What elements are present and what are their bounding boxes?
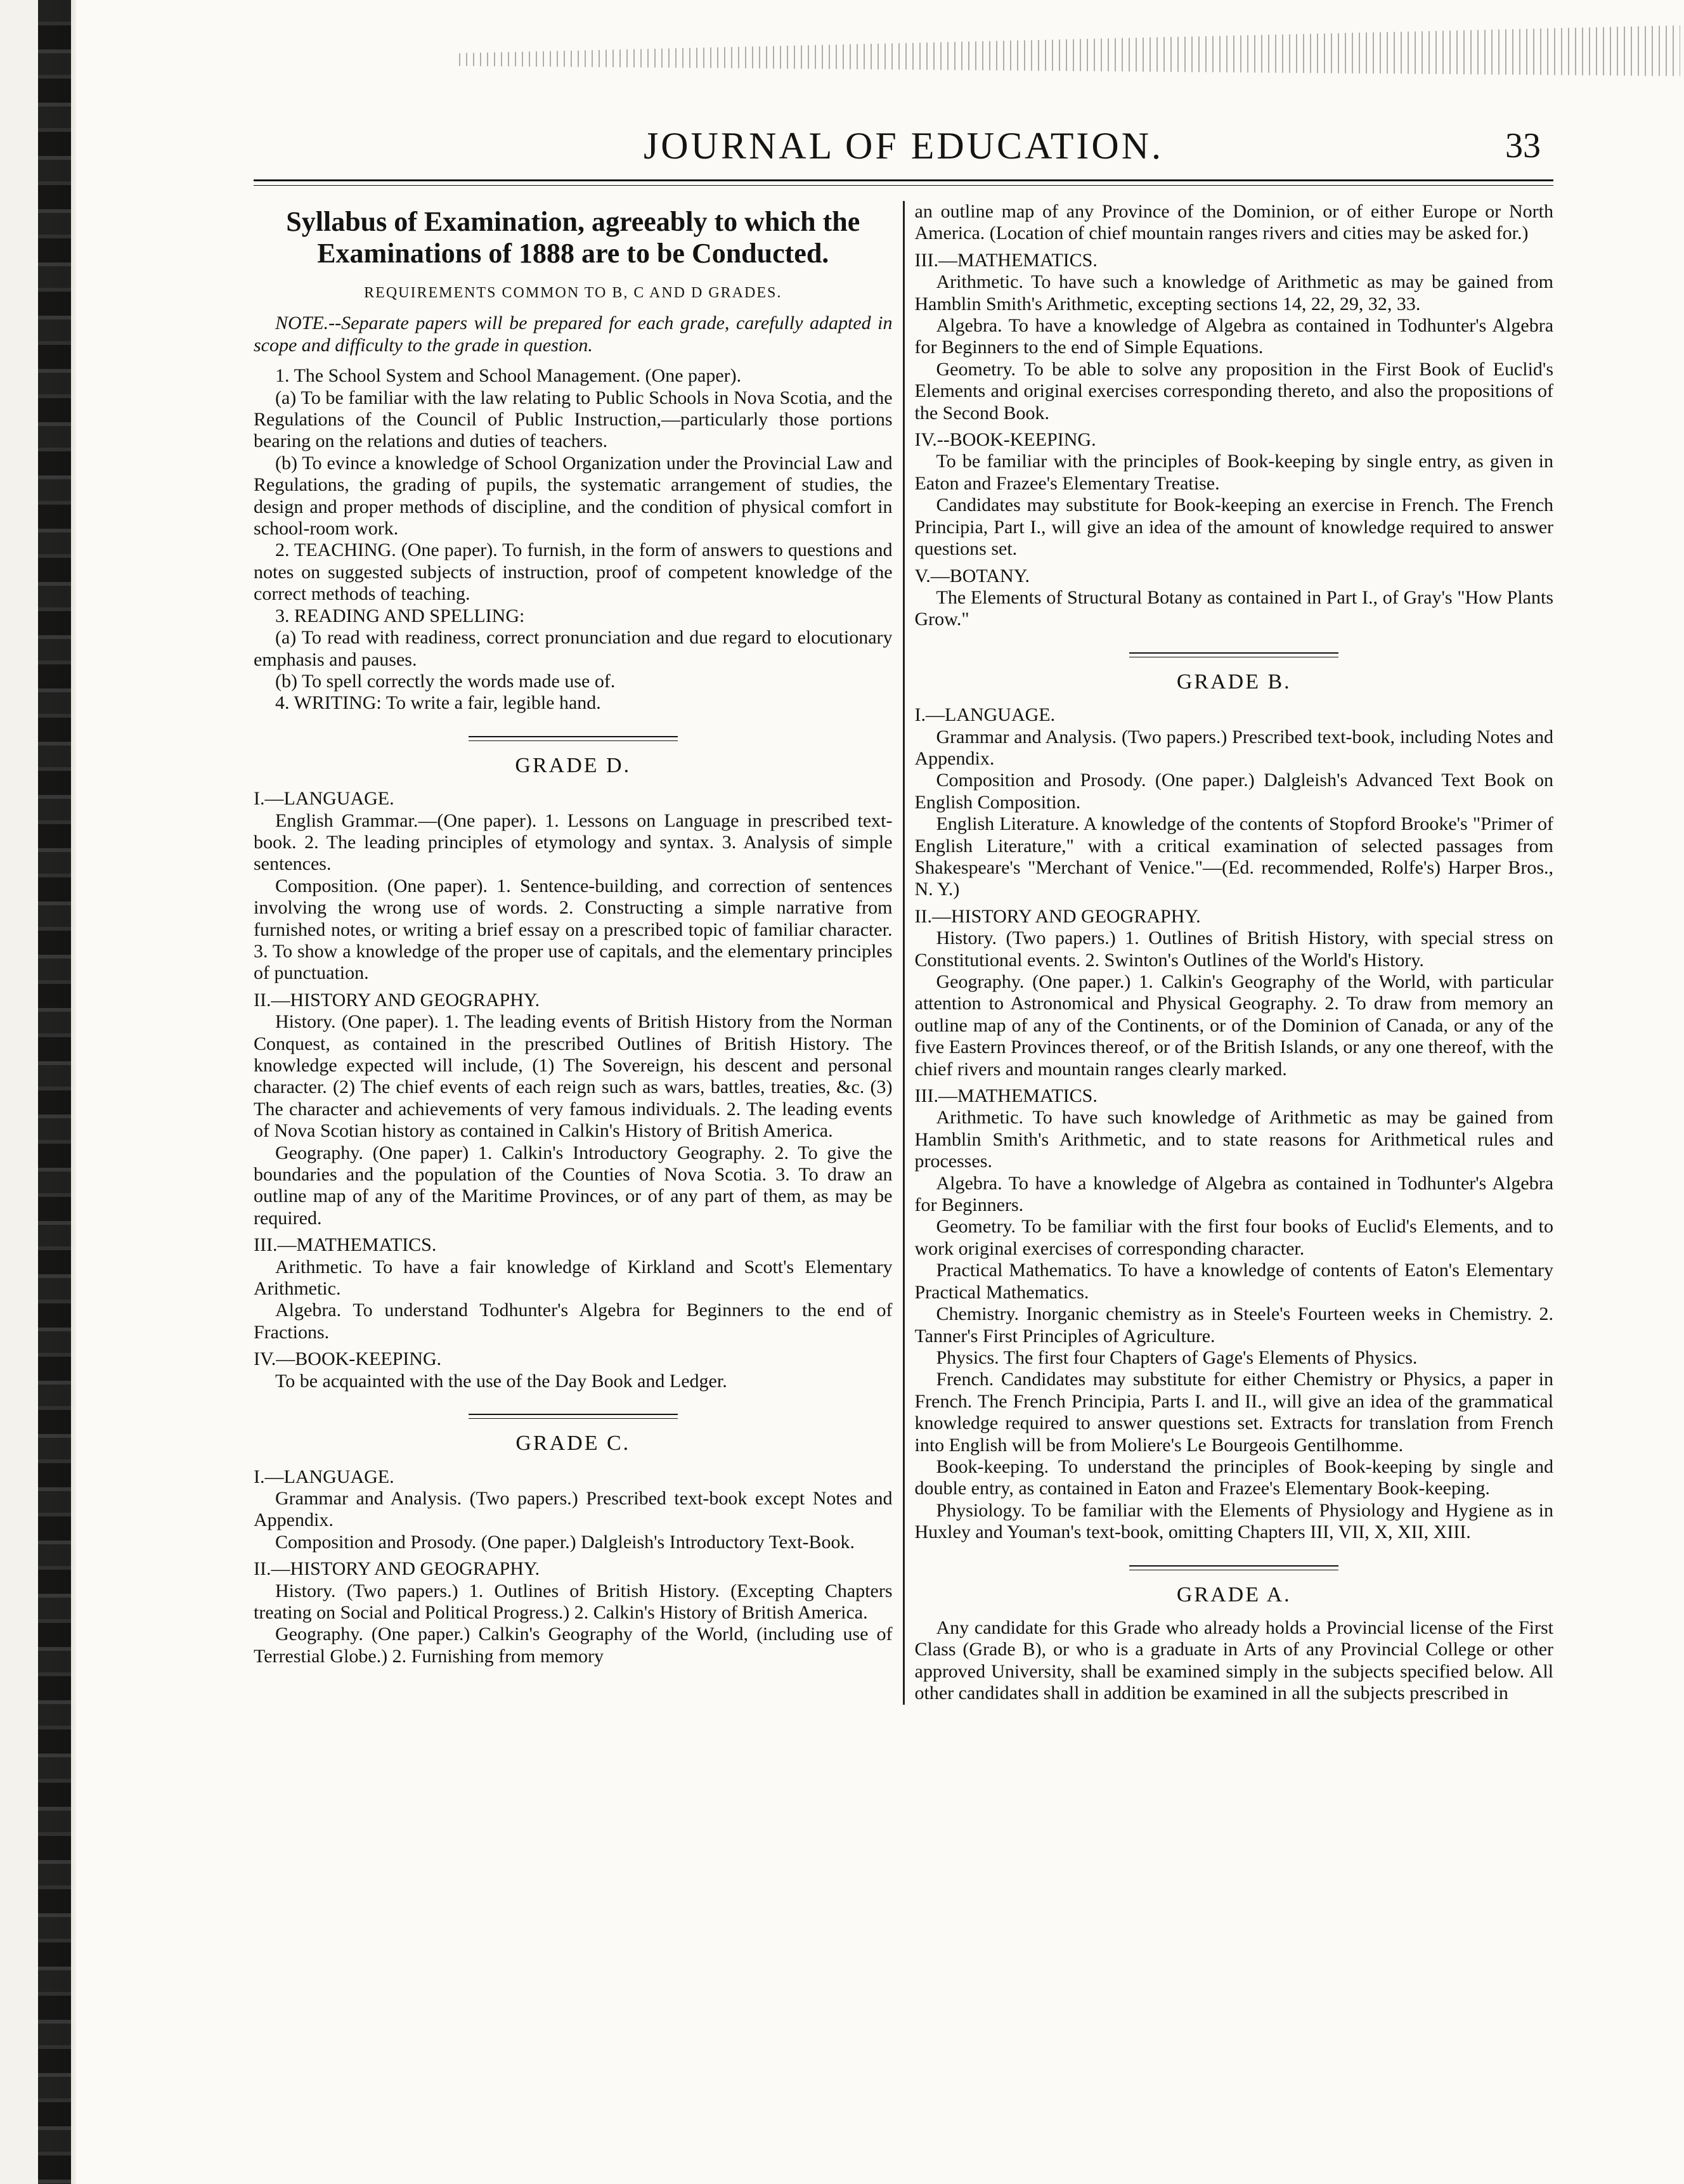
syllabus-title: Syllabus of Examination, agreeably to which the Examinations of 1888 are to be Conducted.: [286, 206, 860, 269]
grade-c-title: GRADE C.: [515, 1431, 631, 1456]
item-1b: (b) To evince a knowledge of School Organization under the Provincial Law and Regulations, the grading of pupils, the systematic arrangement of studies, the design and proper methods of discipline, and the condition of physical comfort in school-room work.: [254, 452, 893, 540]
grade-b-history-label: II.—HISTORY AND GEOGRAPHY.: [914, 905, 1201, 927]
grade-c-geography: Geography. (One paper.) Calkin's Geography of the World, (including use of Terrestial Globe.) 2. Furnishing from memory: [254, 1624, 893, 1667]
grade-d-language-label: I.—LANGUAGE.: [254, 788, 394, 810]
journal-page: [254, 117, 1553, 1705]
grade-b-arithmetic: Arithmetic. To have such knowledge of Arithmetic as may be gained from Hamblin Smith's Arithmetic, and to state reasons for Arithmetical rules and processes.: [914, 1107, 1554, 1172]
binding-spine-shadow: [38, 0, 71, 2184]
grade-b-chemistry: Chemistry. Inorganic chemistry as in Steele's Fourteen weeks in Chemistry. 2. Tanner's First Principles of Agriculture.: [914, 1303, 1554, 1347]
grade-c-bookkeeping-substitute: Candidates may substitute for Book-keeping an exercise in French. The French Principia, Part I., will give an idea of the amount of knowledge required to answer questions set.: [914, 494, 1554, 560]
column-divider: [903, 201, 905, 1705]
grade-b-physics: Physics. The first four Chapters of Gage's Elements of Physics.: [936, 1347, 1418, 1368]
grade-c-bookkeeping-label: IV.--BOOK-KEEPING.: [914, 429, 1096, 451]
grade-c-language-label: I.—LANGUAGE.: [254, 1466, 394, 1487]
grade-d-math-label: III.—MATHEMATICS.: [254, 1234, 437, 1256]
grade-b-history: History. (Two papers.) 1. Outlines of British History, with special stress on Constitutional events. 2. Swinton's Outlines of the World's History.: [914, 927, 1554, 971]
item-3a: (a) To read with readiness, correct pronunciation and due regard to elocutionary emphasis and pauses.: [254, 627, 893, 670]
grade-c-math-label: III.—MATHEMATICS.: [914, 249, 1098, 271]
journal-title: JOURNAL OF EDUCATION.: [643, 125, 1164, 167]
item-3b: (b) To spell correctly the words made use of.: [275, 670, 616, 692]
grade-b-grammar: Grammar and Analysis. (Two papers.) Prescribed text-book, including Notes and Appendix.: [914, 726, 1554, 769]
grade-a-title: GRADE A.: [1176, 1582, 1292, 1606]
grade-c-composition: Composition and Prosody. (One paper.) Dalgleish's Introductory Text-Book.: [275, 1531, 855, 1553]
section-rule: [469, 736, 678, 741]
grade-b-algebra: Algebra. To have a knowledge of Algebra as contained in Todhunter's Algebra for Beginners.: [914, 1172, 1554, 1216]
grade-c-geometry: Geometry. To be able to solve any proposition in the First Book of Euclid's Elements and original exercises corresponding thereto, and also the propositions of the Second Book.: [914, 358, 1554, 423]
grade-b-language-label: I.—LANGUAGE.: [914, 704, 1056, 726]
page-number: 33: [1505, 126, 1541, 165]
item-1a: (a) To be familiar with the law relating to Public Schools in Nova Scotia, and the Regulations of the Council of Public Instruction,—particularly those portions bearing on the relations and duties of teachers.: [254, 387, 893, 452]
grade-c-history-label: II.—HISTORY AND GEOGRAPHY.: [254, 1558, 540, 1580]
grade-c-botany-label: V.—BOTANY.: [914, 565, 1030, 586]
scan-noise: [457, 25, 1680, 76]
page-header: [254, 117, 1553, 174]
item-4: 4. WRITING: To write a fair, legible hand.: [275, 692, 601, 714]
grade-c-algebra: Algebra. To have a knowledge of Algebra as contained in Todhunter's Algebra for Beginners to the end of Simple Equations.: [914, 315, 1554, 358]
grade-c-arithmetic: Arithmetic. To have such a knowledge of Arithmetic as may be gained from Hamblin Smith's Arithmetic, excepting sections 14, 22, 29, 32, 33.: [914, 271, 1554, 314]
grade-b-title: GRADE B.: [1176, 669, 1292, 694]
grade-d-geography: Geography. (One paper) 1. Calkin's Introductory Geography. 2. To give the boundaries and the population of the Counties of Nova Scotia. 3. To draw an outline map of any of the Maritime Provinces, or of any part of them, as may be required.: [254, 1142, 893, 1229]
item-2: 2. TEACHING. (One paper). To furnish, in the form of answers to questions and notes on suggested subjects of instruction, proof of competent knowledge of the correct methods of teaching.: [254, 540, 893, 605]
note-paragraph: NOTE.--Separate papers will be prepared for each grade, carefully adapted in scope and difficulty to the grade in question.: [254, 313, 893, 356]
grade-b-french: French. Candidates may substitute for either Chemistry or Physics, a paper in French. The French Principia, Parts I. and II., will give an idea of the grammatical knowledge required to answer questions set. Extracts for translation from French into English will be from Moliere's Le Bourgeois Gentilhomme.: [914, 1369, 1554, 1456]
grade-c-bookkeeping: To be familiar with the principles of Book-keeping by single entry, as given in Eaton and Frazee's Elementary Treatise.: [914, 451, 1554, 494]
grade-d-history: History. (One paper). 1. The leading events of British History from the Norman Conquest, as contained in the prescribed Outlines of British History. The knowledge expected will include, (1) The Sovereign, his descent and personal character. (2) The chief events of each reign such as wars, battles, treaties, &c. (3) The character and achievements of very famous individuals. 2. The leading events of Nova Scotian history as contained in Calkin's History of British America.: [254, 1011, 893, 1142]
section-rule: [1129, 1565, 1338, 1570]
grade-d-algebra: Algebra. To understand Todhunter's Algebra for Beginners to the end of Fractions.: [254, 1300, 893, 1343]
left-column: [254, 201, 902, 1705]
grade-d-history-label: II.—HISTORY AND GEOGRAPHY.: [254, 989, 540, 1011]
grade-a-intro: Any candidate for this Grade who already holds a Provincial license of the First Class (Grade B), or who is a graduate in Arts of any Provincial College or other approved University, shall be examined simply in the subjects specified below. All other candidates shall in addition be examined in all the subjects prescribed in: [914, 1617, 1554, 1704]
grade-d-title: GRADE D.: [515, 753, 632, 777]
grade-b-literature: English Literature. A knowledge of the contents of Stopford Brooke's "Primer of English Literature," with a critical examination of selected passages from Shakespeare's "Merchant of Venice."—(Ed. recommended, Rolfe's) Harper Bros., N. Y.): [914, 813, 1554, 900]
right-column: [906, 201, 1554, 1705]
grade-d-composition: Composition. (One paper). 1. Sentence-building, and correction of sentences involving the wrong use of words. 2. Constructing a simple narrative from furnished notes, or writing a brief essay on a prescribed topic of familiar character. 3. To show a knowledge of the proper use of capitals, and the elementary principles of punctuation.: [254, 875, 893, 984]
grade-c-botany: The Elements of Structural Botany as contained in Part I., of Gray's "How Plants Grow.": [914, 586, 1554, 630]
grade-d-english-grammar: English Grammar.—(One paper). 1. Lessons on Language in prescribed text-book. 2. The leading principles of etymology and syntax. 3. Analysis of simple sentences.: [254, 810, 893, 875]
header-rule: [254, 179, 1553, 186]
grade-b-geography: Geography. (One paper.) 1. Calkin's Geography of the World, with particular attention to Astronomical and Physical Geography. 2. To draw from memory an outline map of any of the Continents, or of the Dominion of Canada, or any of the five Eastern Provinces thereof, or of the British Islands, or any one thereof, with the chief rivers and mountain ranges clearly marked.: [914, 971, 1554, 1080]
grade-c-history: History. (Two papers.) 1. Outlines of British History. (Excepting Chapters treating on Social and Political Progress.) 2. Calkin's History of British America.: [254, 1580, 893, 1623]
grade-b-practical-math: Practical Mathematics. To have a knowledge of contents of Eaton's Elementary Practical Mathematics.: [914, 1260, 1554, 1303]
requirements-heading: REQUIREMENTS COMMON TO B, C AND D GRADES.: [364, 285, 782, 301]
item-1: 1. The School System and School Management. (One paper).: [275, 365, 742, 387]
grade-b-math-label: III.—MATHEMATICS.: [914, 1085, 1098, 1107]
grade-b-geometry: Geometry. To be familiar with the first four books of Euclid's Elements, and to work original exercises of corresponding character.: [914, 1216, 1554, 1259]
grade-c-geography-continued: an outline map of any Province of the Dominion, or of either Europe or North America. (Location of chief mountain ranges rivers and cities may be asked for.): [914, 201, 1554, 244]
grade-d-arithmetic: Arithmetic. To have a fair knowledge of Kirkland and Scott's Elementary Arithmetic.: [254, 1256, 893, 1300]
two-column-body: [254, 201, 1553, 1705]
section-rule: [469, 1414, 678, 1419]
grade-b-physiology: Physiology. To be familiar with the Elements of Physiology and Hygiene as in Huxley and Youman's text-book, omitting Chapters III, VII, X, XII, XIII.: [914, 1499, 1554, 1543]
grade-b-composition: Composition and Prosody. (One paper.) Dalgleish's Advanced Text Book on English Composition.: [914, 770, 1554, 813]
grade-b-bookkeeping: Book-keeping. To understand the principles of Book-keeping by single and double entry, as contained in Eaton and Frazee's Elementary Book-keeping.: [914, 1456, 1554, 1499]
item-3: 3. READING AND SPELLING:: [275, 605, 525, 626]
section-rule: [1129, 652, 1338, 657]
grade-c-grammar: Grammar and Analysis. (Two papers.) Prescribed text-book except Notes and Appendix.: [254, 1487, 893, 1531]
grade-d-bookkeeping-label: IV.—BOOK-KEEPING.: [254, 1348, 442, 1370]
grade-d-bookkeeping: To be acquainted with the use of the Day Book and Ledger.: [275, 1370, 727, 1392]
